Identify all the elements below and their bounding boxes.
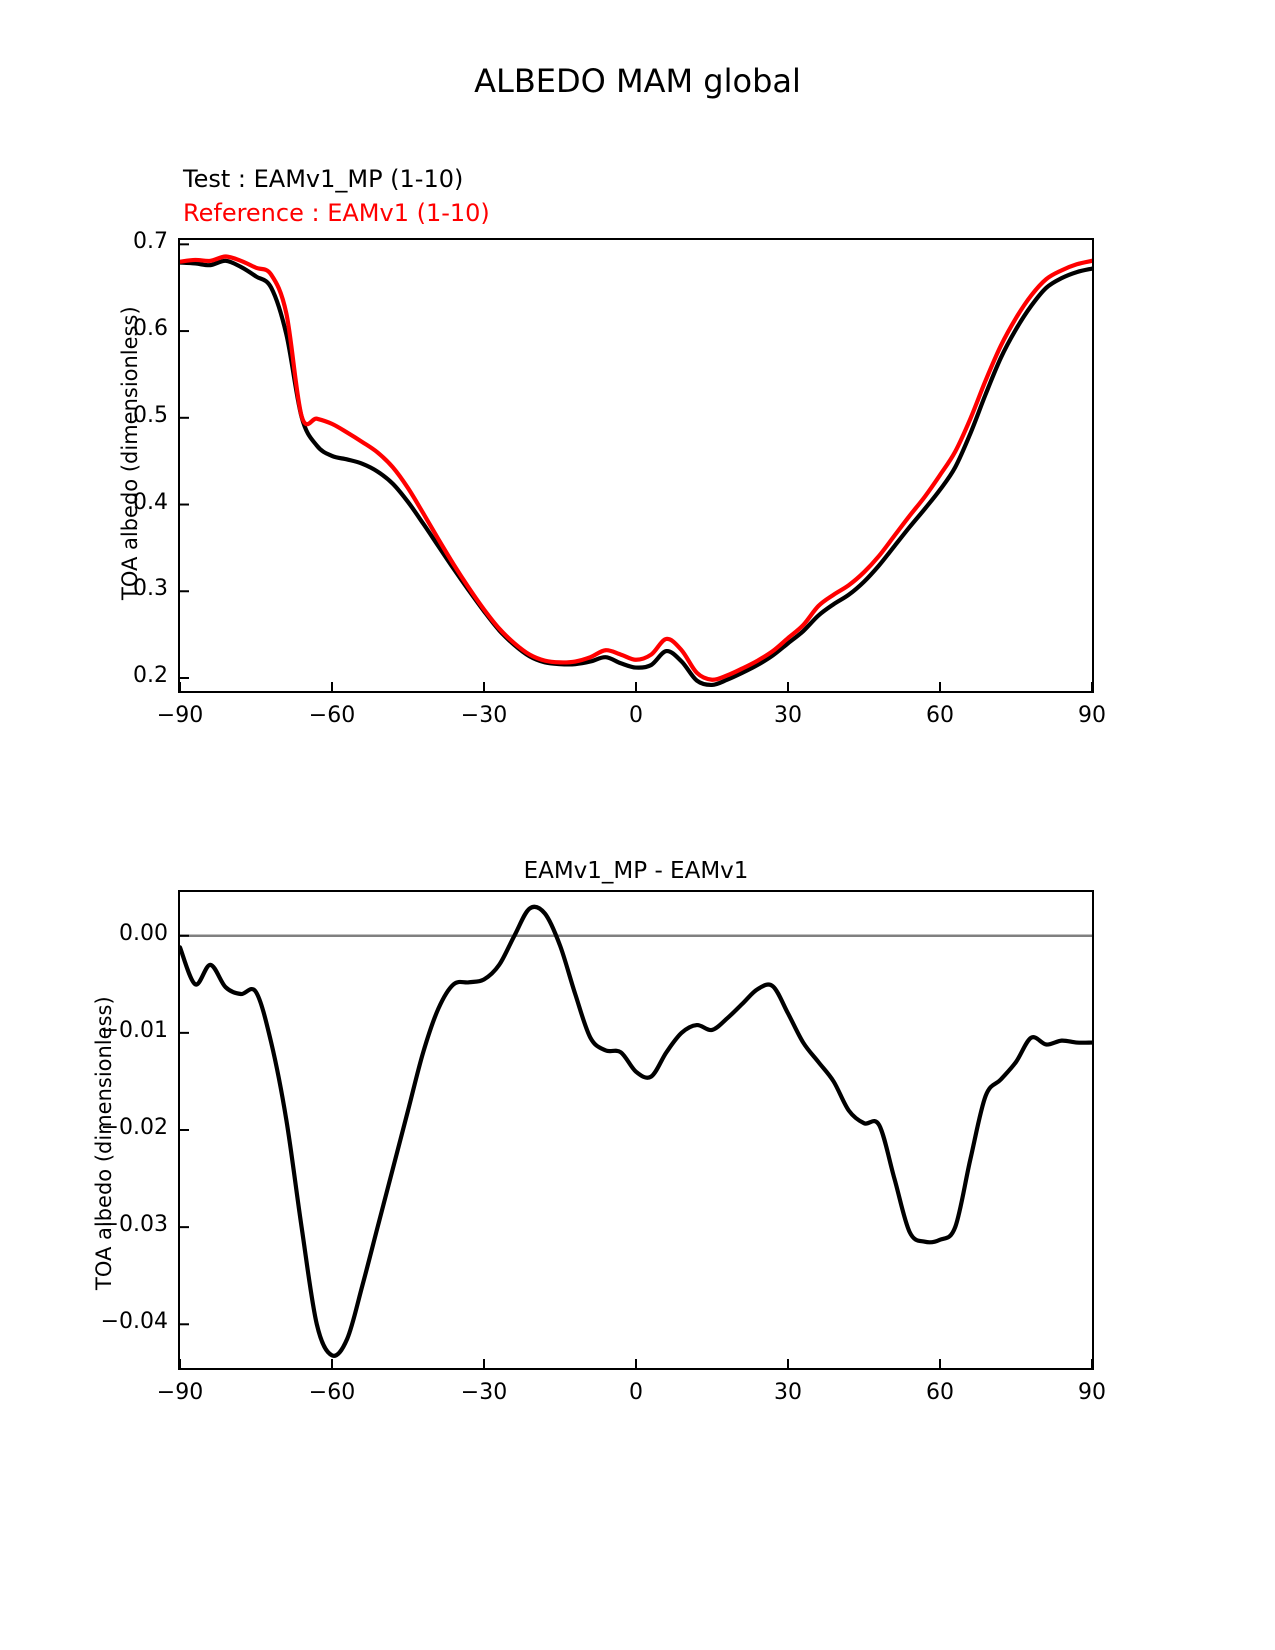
top-panel-lines	[180, 240, 1092, 691]
figure-title: ALBEDO MAM global	[474, 62, 801, 100]
x-tick-label: 60	[926, 1380, 954, 1405]
x-tick-label: 0	[629, 703, 643, 728]
top-panel-y-axis-label: TOA albedo (dimensionless)	[118, 306, 142, 600]
y-tick-label: 0.5	[133, 402, 168, 428]
y-tick-label: −0.01	[100, 1017, 168, 1043]
x-tick-label: −60	[308, 703, 356, 728]
y-tick-label: 0.6	[133, 316, 168, 342]
top-panel-plot-area	[178, 238, 1094, 693]
x-tick-label: −90	[156, 1380, 204, 1405]
x-tick-label: −60	[308, 1380, 356, 1405]
series-line	[180, 907, 1092, 1356]
bottom-panel-title: EAMv1_MP - EAMv1	[523, 858, 749, 884]
legend-test-label: Test : EAMv1_MP (1-10)	[183, 165, 464, 193]
x-tick-label: −30	[460, 1380, 508, 1405]
legend-reference-label: Reference : EAMv1 (1-10)	[183, 199, 490, 227]
y-tick-label: 0.3	[133, 576, 168, 602]
y-tick-label: −0.02	[100, 1115, 168, 1140]
legend-block	[183, 162, 783, 230]
series-line	[180, 261, 1092, 685]
y-tick-label: −0.04	[100, 1309, 168, 1335]
x-tick-label: 30	[774, 703, 802, 728]
y-tick-label: −0.03	[100, 1212, 168, 1238]
x-tick-label: 90	[1078, 1380, 1106, 1405]
y-tick-label: 0.2	[133, 662, 168, 688]
y-tick-label: 0.7	[133, 229, 168, 255]
y-tick-label: 0.00	[119, 920, 168, 946]
bottom-panel-plot-area	[178, 890, 1094, 1370]
bottom-panel-lines	[180, 892, 1092, 1368]
x-tick-label: 60	[926, 703, 954, 728]
bottom-panel-y-axis-label: TOA albedo (dimensionless)	[92, 996, 116, 1290]
x-tick-label: 30	[774, 1380, 802, 1405]
x-tick-label: −90	[156, 703, 204, 728]
x-tick-label: 90	[1078, 703, 1106, 728]
x-tick-label: 0	[629, 1380, 643, 1405]
x-tick-label: −30	[460, 703, 508, 728]
y-tick-label: 0.4	[133, 489, 168, 515]
